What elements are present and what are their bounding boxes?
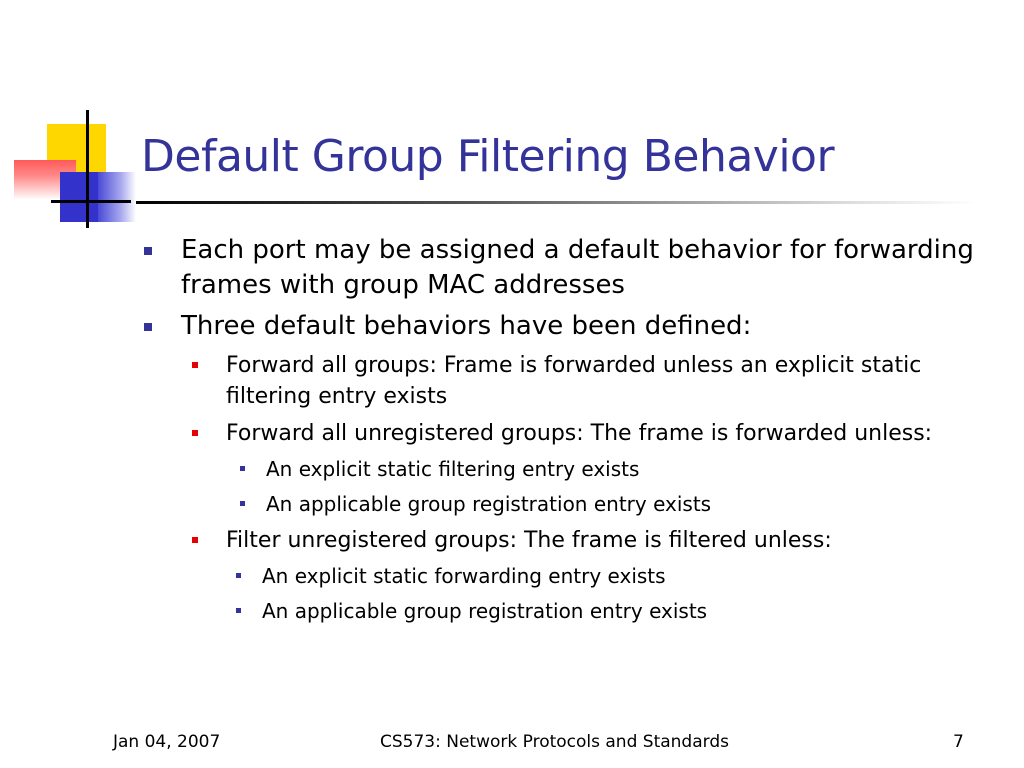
- footer-page-number: 7: [953, 732, 964, 752]
- square-bullet-icon: [192, 537, 198, 543]
- slide-title: Default Group Filtering Behavior: [141, 131, 835, 182]
- bullet-list: [144, 233, 974, 632]
- behavior-item: [192, 418, 974, 449]
- condition-item: [240, 490, 974, 519]
- decor-blue-fade: [98, 172, 136, 222]
- condition-text: An applicable group registration entry exists: [266, 492, 712, 516]
- title-underline: [136, 201, 976, 204]
- behavior-item: [192, 350, 974, 412]
- bullet-text: Three default behaviors have been defined:: [181, 311, 752, 341]
- behavior-list: [192, 350, 974, 626]
- footer-date: Jan 04, 2007: [113, 732, 221, 752]
- square-bullet-icon: [144, 323, 152, 331]
- square-bullet-icon: [240, 501, 245, 506]
- behavior-text: Forward all unregistered groups: The frame is forwarded unless:: [226, 421, 933, 446]
- decor-vertical-line: [86, 110, 89, 228]
- condition-text: An explicit static filtering entry exists: [266, 457, 640, 481]
- square-bullet-icon: [236, 608, 241, 613]
- footer-course: CS573: Network Protocols and Standards: [380, 732, 729, 752]
- square-bullet-icon: [236, 573, 241, 578]
- square-bullet-icon: [192, 362, 198, 368]
- bullet-item: [144, 309, 974, 344]
- condition-text: An explicit static forwarding entry exists: [262, 564, 666, 588]
- condition-item: [236, 597, 974, 626]
- condition-item: [236, 562, 974, 591]
- behavior-item: [192, 525, 974, 556]
- decor-horizontal-line: [51, 200, 131, 203]
- square-bullet-icon: [240, 466, 245, 471]
- condition-item: [240, 455, 974, 484]
- square-bullet-icon: [144, 247, 152, 255]
- square-bullet-icon: [192, 430, 198, 436]
- behavior-text: Filter unregistered groups: The frame is filtered unless:: [226, 528, 832, 553]
- condition-text: An applicable group registration entry exists: [262, 599, 708, 623]
- bullet-text: Each port may be assigned a default behavior for forwarding frames with group MAC addresses: [181, 235, 974, 300]
- behavior-text: Forward all groups: Frame is forwarded unless an explicit static filtering entry exists: [226, 353, 922, 409]
- bullet-item: [144, 233, 974, 303]
- condition-list: [240, 455, 974, 519]
- decor-blue-square: [60, 172, 98, 222]
- condition-list: [236, 562, 974, 626]
